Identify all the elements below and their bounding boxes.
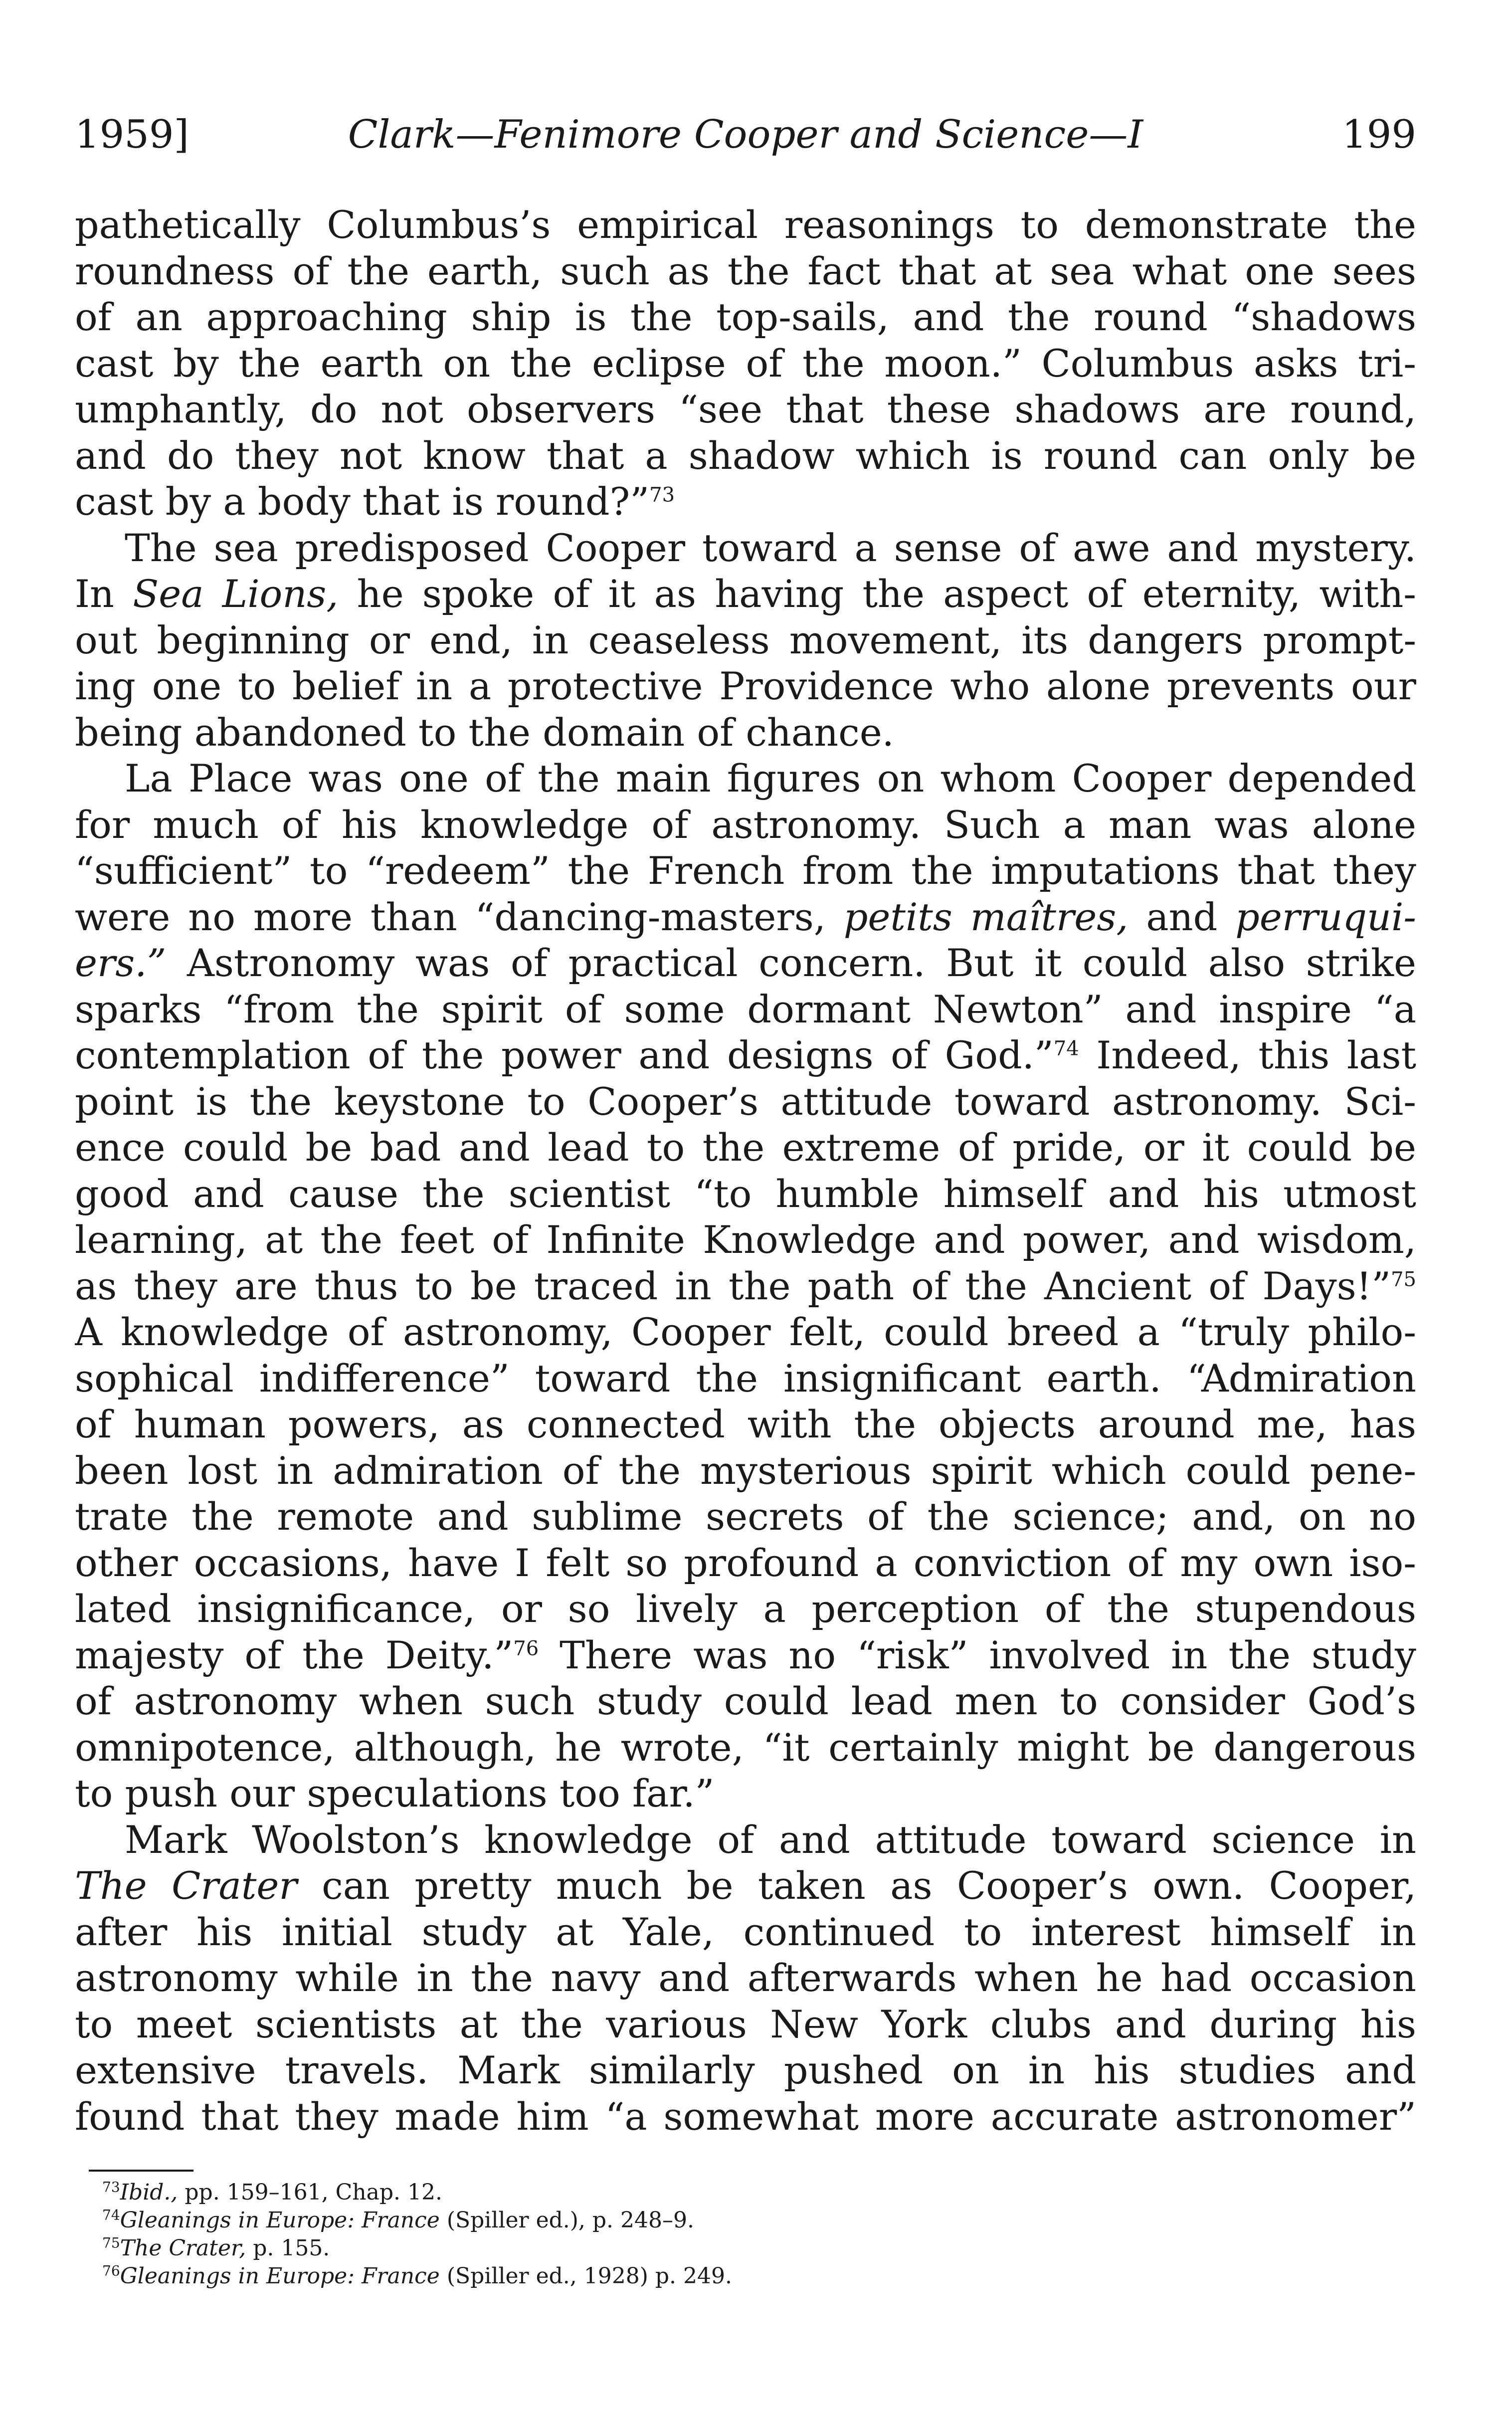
text-line: out beginning or end, in ceaseless movement, its dangers prompt- xyxy=(75,617,1416,662)
text-line: La Place was one of the main figures on whom Cooper depended xyxy=(125,756,1416,801)
text-line: roundness of the earth, such as the fact that at sea what one sees xyxy=(75,248,1416,293)
text-line: learning, at the feet of Infinite Knowledge and power, and wisdom, xyxy=(75,1217,1416,1262)
text-line: A knowledge of astronomy, Cooper felt, could breed a “truly philo- xyxy=(75,1310,1416,1354)
footnote-73: $^{73}$Ibid., pp. 159–161, Chap. 12. xyxy=(102,2179,442,2205)
text-line: astronomy while in the navy and afterwards when he had occasion xyxy=(75,1956,1416,2000)
text-line: being abandoned to the domain of chance. xyxy=(75,710,894,755)
paragraph-4 xyxy=(75,1817,1416,2140)
paragraph-3 xyxy=(75,756,1416,1817)
footnote-ref[interactable]: 73 xyxy=(649,483,675,507)
text-line: extensive travels. Mark similarly pushed on in his studies and xyxy=(75,2048,1416,2092)
text-line: other occasions, have I felt so profound a conviction of my own iso- xyxy=(75,1540,1416,1585)
footnote-74: $^{74}$Gleanings in Europe: France (Spiller ed.), p. 248–9. xyxy=(102,2207,694,2233)
text-line: after his initial study at Yale, continued to interest himself in xyxy=(75,1909,1416,1954)
text-line: pathetically Columbus’s empirical reasonings to demonstrate the xyxy=(75,202,1416,247)
text-line: been lost in admiration of the mysterious spirit which could pene- xyxy=(75,1448,1416,1493)
text-line: cast by the earth on the eclipse of the moon.” Columbus asks tri- xyxy=(75,341,1416,386)
text-line: found that they made him “a somewhat more accurate astronomer” xyxy=(75,2094,1416,2139)
footnote-divider xyxy=(89,2170,193,2172)
paragraph-1 xyxy=(75,202,1416,525)
footnotes xyxy=(102,2179,1399,2290)
text-line: ing one to belief in a protective Providence who alone prevents our xyxy=(75,664,1416,708)
text-line: to push our speculations too far.” xyxy=(75,1771,715,1815)
text-line: The Crater can pretty much be taken as Cooper’s own. Cooper, xyxy=(75,1863,1416,1908)
body-text xyxy=(75,202,1416,2140)
running-head xyxy=(75,107,1416,162)
footnote-ref[interactable]: 76 xyxy=(513,1637,539,1660)
text-line: Mark Woolston’s knowledge of and attitude toward science in xyxy=(125,1817,1416,1862)
running-head-title: Clark—Fenimore Cooper and Science—I xyxy=(348,112,1143,157)
footnote-76: $^{76}$Gleanings in Europe: France (Spiller ed., 1928) p. 249. xyxy=(102,2262,732,2289)
text-line: sparks “from the spirit of some dormant Newton” and inspire “a xyxy=(75,987,1416,1031)
text-line: In Sea Lions, he spoke of it as having the aspect of eternity, with- xyxy=(75,572,1416,616)
text-line: cast by a body that is round?”$^{73}$ xyxy=(75,479,675,524)
text-line: ers.” Astronomy was of practical concern. But it could also strike xyxy=(75,941,1416,985)
text-line: as they are thus to be traced in the path of the Ancient of Days!”$^{75}$ xyxy=(75,1263,1416,1308)
text-line: umphantly, do not observers “see that these shadows are round, xyxy=(75,387,1416,431)
page-number: 199 xyxy=(1342,112,1416,157)
text-line: of astronomy when such study could lead men to consider God’s xyxy=(75,1679,1416,1723)
text-line: trate the remote and sublime secrets of the science; and, on no xyxy=(75,1494,1416,1539)
text-line: majesty of the Deity.”$^{76}$ There was no “risk” involved in the study xyxy=(75,1632,1416,1677)
text-line: point is the keystone to Cooper’s attitude toward astronomy. Sci- xyxy=(75,1079,1416,1124)
text-line: good and cause the scientist “to humble himself and his utmost xyxy=(75,1171,1416,1216)
text-line: lated insignificance, or so lively a perception of the stupendous xyxy=(75,1587,1416,1631)
footnote-75: $^{75}$The Crater, p. 155. xyxy=(102,2234,330,2261)
text-line: contemplation of the power and designs of God.”$^{74}$ Indeed, this last xyxy=(75,1033,1416,1077)
text-line: “sufficient” to “redeem” the French from the imputations that they xyxy=(75,848,1416,893)
text-line: ence could be bad and lead to the extreme of pride, or it could be xyxy=(75,1125,1416,1170)
text-line: and do they not know that a shadow which is round can only be xyxy=(75,433,1416,478)
text-line: sophical indifference” toward the insignificant earth. “Admiration xyxy=(75,1356,1416,1401)
text-line: of human powers, as connected with the objects around me, has xyxy=(75,1402,1416,1446)
text-line: to meet scientists at the various New York clubs and during his xyxy=(75,2002,1416,2046)
running-head-year: 1959] xyxy=(75,112,189,157)
text-line: omnipotence, although, he wrote, “it certainly might be dangerous xyxy=(75,1725,1416,1770)
text-line: The sea predisposed Cooper toward a sense of awe and mystery. xyxy=(125,525,1416,570)
text-line: of an approaching ship is the top-sails, and the round “shadows xyxy=(75,295,1416,339)
footnote-ref[interactable]: 75 xyxy=(1391,1268,1416,1291)
footnote-ref[interactable]: 74 xyxy=(1053,1037,1079,1060)
paragraph-2 xyxy=(75,525,1416,756)
text-line: for much of his knowledge of astronomy. Such a man was alone xyxy=(75,802,1416,847)
text-line: were no more than “dancing-masters, petits maîtres, and perruqui- xyxy=(75,894,1416,939)
